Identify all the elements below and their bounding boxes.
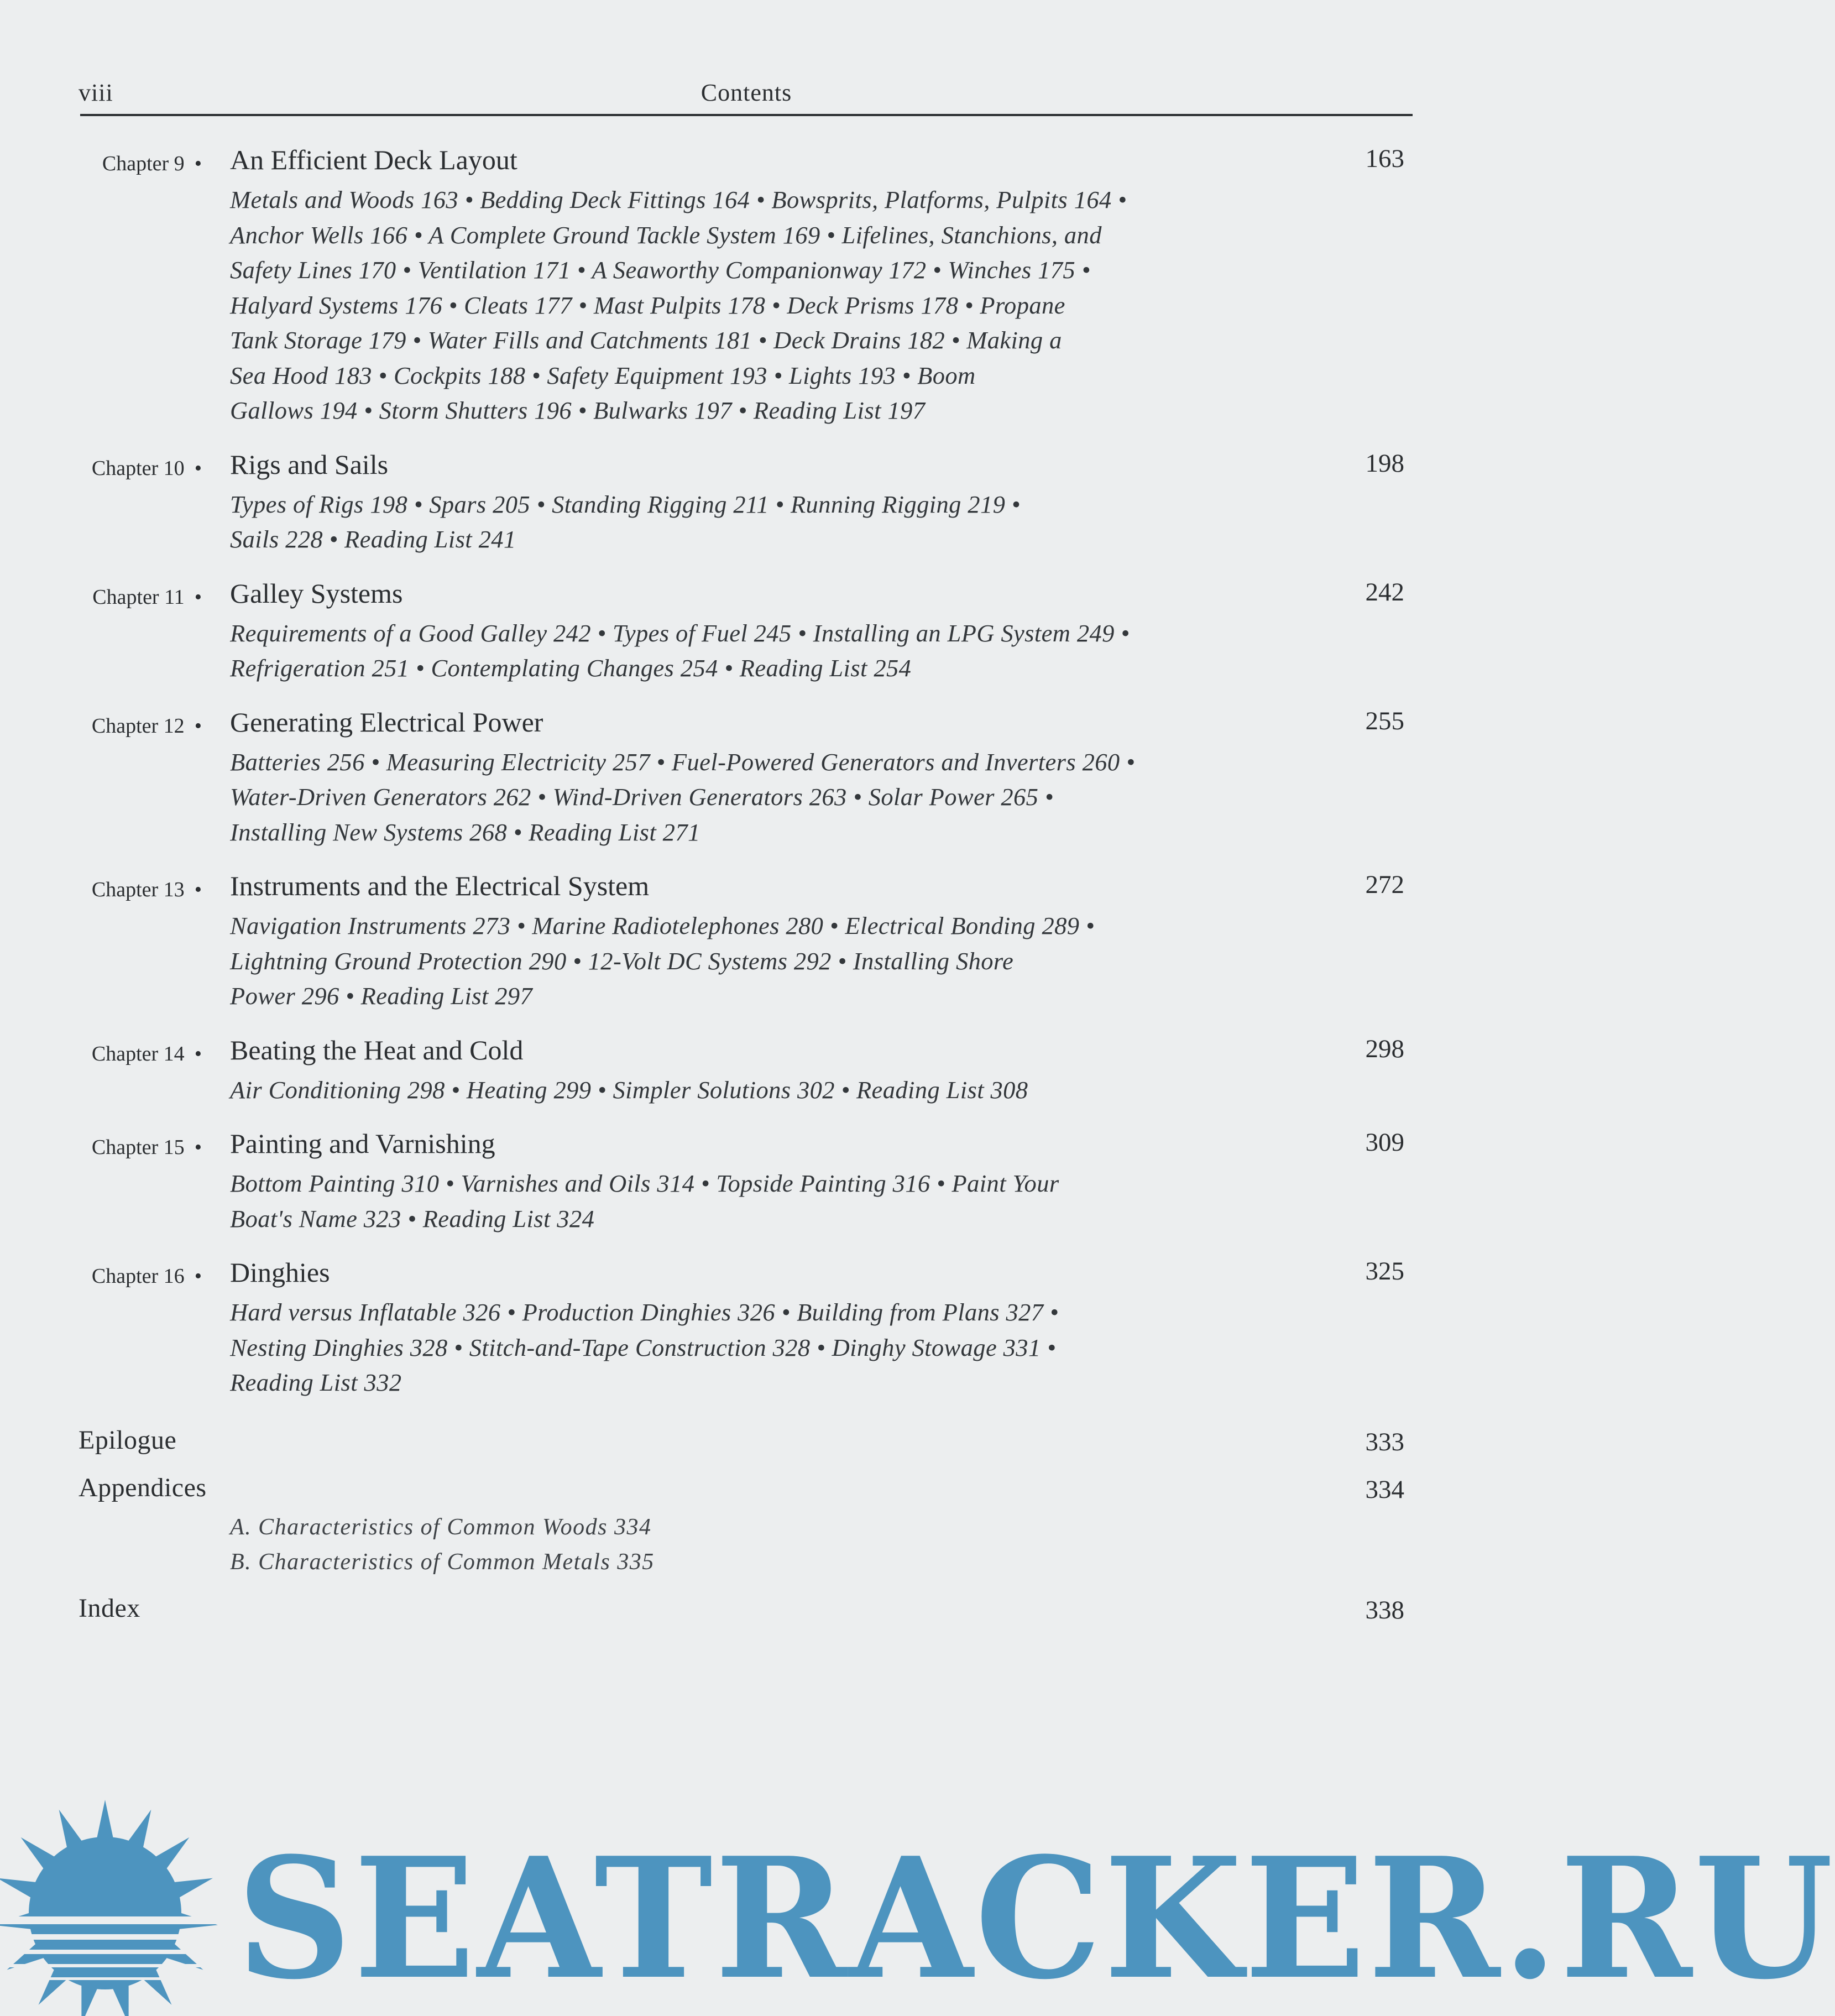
chapter-page-number: 325 [1365,1257,1404,1286]
section-line: Installing New Systems 268 • Reading List 271 [230,818,700,846]
toc-entry-chapter-10 [0,443,1529,557]
section-line: Lightning Ground Protection 290 • 12-Volt DC Systems 292 • Installing Shore [230,947,1014,975]
section-list [230,1073,1369,1108]
chapter-page-number: 298 [1365,1034,1404,1063]
section-line: Metals and Woods 163 • Bedding Deck Fittings 164 • Bowsprits, Platforms, Pulpits 164 • [230,186,1127,213]
page-folio: viii [79,79,113,106]
appendix-list [230,1510,1529,1580]
chapter-label: Chapter 14 • [91,1042,202,1066]
section-list [230,745,1369,850]
epilogue-page-number: 333 [1365,1427,1404,1456]
chapter-label: Chapter 16 • [91,1265,202,1288]
section-line: Safety Lines 170 • Ventilation 171 • A Seaworthy Companionway 172 • Winches 175 • [230,256,1091,284]
chapter-label: Chapter 15 • [91,1136,202,1159]
section-list [230,487,1369,557]
section-line: Batteries 256 • Measuring Electricity 257 • Fuel-Powered Generators and Inverters 260 • [230,748,1136,776]
chapter-title[interactable]: Dinghies [230,1257,330,1288]
section-line: Navigation Instruments 273 • Marine Radiotelephones 280 • Electrical Bonding 289 • [230,912,1095,939]
section-line: Sails 228 • Reading List 241 [230,525,516,553]
section-line: Hard versus Inflatable 326 • Production Dinghies 326 • Building from Plans 327 • [230,1298,1059,1326]
chapter-page-number: 272 [1365,870,1404,899]
toc-entry-chapter-13 [0,864,1529,1014]
section-list [230,1166,1369,1236]
watermark [0,1786,1835,2016]
toc-entry-chapter-16 [0,1251,1529,1401]
section-line: Sea Hood 183 • Cockpits 188 • Safety Equipment 193 • Lights 193 • Boom [230,361,976,389]
chapter-label: Chapter 11 • [92,585,202,609]
chapter-label: Chapter 10 • [91,456,202,480]
appendices-page-number: 334 [1365,1475,1404,1504]
section-list [230,1295,1369,1401]
toc-entry-chapter-12 [0,701,1529,850]
section-line: Halyard Systems 176 • Cleats 177 • Mast Pulpits 178 • Deck Prisms 178 • Propane [230,291,1065,319]
watermark-text: SEATRACKER.RU [237,1821,1835,2016]
section-line: Air Conditioning 298 • Heating 299 • Simpler Solutions 302 • Reading List 308 [230,1075,1028,1104]
chapter-page-number: 198 [1365,448,1404,478]
header-rule [80,114,1413,116]
chapter-title[interactable]: Galley Systems [230,577,403,609]
chapter-title[interactable]: Generating Electrical Power [230,706,543,738]
chapter-title[interactable]: Rigs and Sails [230,448,389,480]
toc-entry-epilogue [0,1415,1529,1463]
section-line: Requirements of a Good Galley 242 • Types of Fuel 245 • Installing an LPG System 249 • [230,619,1130,647]
chapter-page-number: 242 [1365,577,1404,607]
appendix-item: A. Characteristics of Common Woods 334 [230,1514,652,1540]
running-head [79,79,1414,123]
section-line: Water-Driven Generators 262 • Wind-Driven Generators 263 • Solar Power 265 • [230,783,1054,811]
toc-entry-chapter-11 [0,572,1529,686]
chapter-page-number: 309 [1365,1128,1404,1157]
toc-entry-appendices [0,1463,1529,1510]
table-of-contents [0,138,1529,1631]
epilogue-label[interactable]: Epilogue [79,1425,177,1455]
toc-entry-chapter-15 [0,1122,1529,1236]
toc-entry-index [0,1583,1529,1631]
chapter-title[interactable]: Instruments and the Electrical System [230,870,650,901]
section-line: Tank Storage 179 • Water Fills and Catchments 181 • Deck Drains 182 • Making a [230,326,1062,354]
chapter-title[interactable]: Painting and Varnishing [230,1128,495,1159]
chapter-label: Chapter 13 • [91,878,202,901]
sun-icon [0,1786,232,2011]
section-line: Refrigeration 251 • Contemplating Changes 254 • Reading List 254 [230,654,912,682]
chapter-title[interactable]: Beating the Heat and Cold [230,1034,524,1066]
section-line: Types of Rigs 198 • Spars 205 • Standing Rigging 211 • Running Rigging 219 • [230,490,1021,518]
section-line: Power 296 • Reading List 297 [230,982,533,1010]
chapter-label: Chapter 9 • [102,152,202,175]
section-list [230,616,1369,686]
index-label[interactable]: Index [79,1593,140,1623]
appendices-label[interactable]: Appendices [79,1472,207,1502]
section-line: Reading List 332 [230,1369,402,1396]
toc-entry-chapter-14 [0,1028,1529,1108]
section-list [230,182,1369,429]
chapter-title[interactable]: An Efficient Deck Layout [230,144,517,175]
section-line: Bottom Painting 310 • Varnishes and Oils 314 • Topside Painting 316 • Paint Your [230,1169,1059,1197]
index-page-number: 338 [1365,1595,1404,1625]
section-line: Boat's Name 323 • Reading List 324 [230,1204,595,1232]
chapter-page-number: 255 [1365,706,1404,735]
section-list [230,908,1369,1014]
chapter-label: Chapter 12 • [91,714,202,738]
section-line: Anchor Wells 166 • A Complete Ground Tackle System 169 • Lifelines, Stanchions, and [230,221,1102,249]
chapter-page-number: 163 [1365,144,1404,173]
toc-entry-chapter-9 [0,138,1529,429]
section-line: Gallows 194 • Storm Shutters 196 • Bulwarks 197 • Reading List 197 [230,396,926,424]
appendix-item: B. Characteristics of Common Metals 335 [230,1549,655,1575]
running-title: Contents [700,79,792,106]
section-line: Nesting Dinghies 328 • Stitch-and-Tape Construction 328 • Dinghy Stowage 331 • [230,1333,1057,1361]
